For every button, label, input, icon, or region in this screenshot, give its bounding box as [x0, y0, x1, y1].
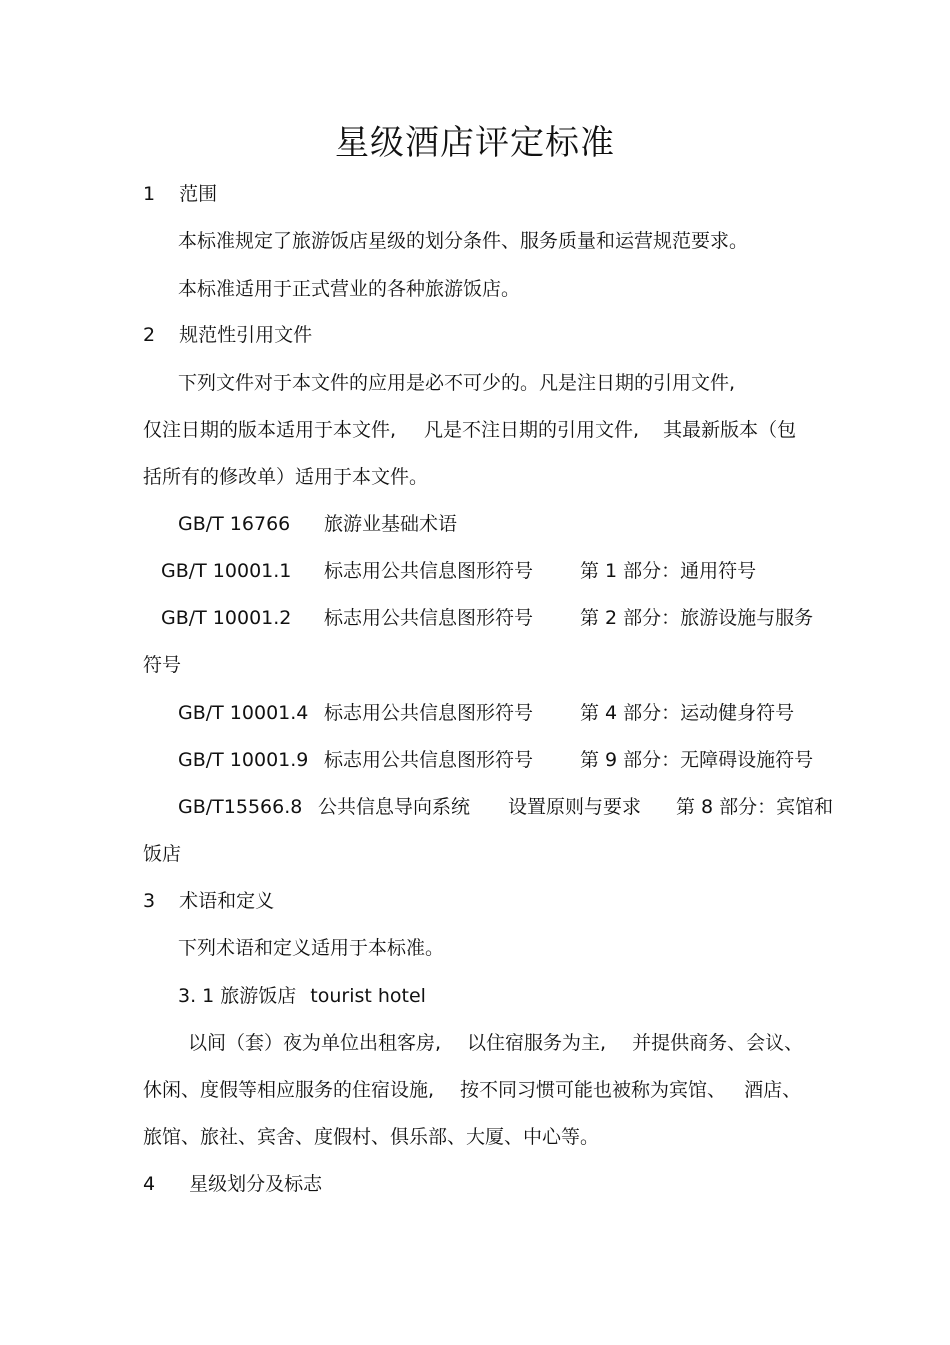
reference-continuation: 符号 [143, 654, 182, 676]
definition-line: 休闲、度假等相应服务的住宿设施, 按不同习惯可能也被称为宾馆、 酒店、 [143, 1079, 802, 1101]
reference-title: 旅游业基础术语 [324, 513, 458, 535]
paragraph-line: 仅注日期的版本适用于本文件, 凡是不注日期的引用文件, 其最新版本（包 [143, 419, 797, 441]
reference-item [161, 605, 814, 631]
reference-part: 第 2 部分：旅游设施与服务 [580, 607, 814, 629]
term-entry [178, 983, 426, 1009]
section-4-heading [143, 1171, 322, 1197]
section-number: 2 [143, 324, 156, 346]
reference-code: GB/T 16766 [178, 513, 291, 535]
paragraph: 本标准规定了旅游饭店星级的划分条件、服务质量和运营规范要求。 [178, 230, 749, 252]
reference-title: 标志用公共信息图形符号 [324, 560, 534, 582]
reference-code: GB/T 10001.4 [178, 702, 309, 724]
paragraph: 下列术语和定义适用于本标准。 [178, 937, 445, 959]
reference-code: GB/T 10001.2 [161, 607, 292, 629]
reference-title: 标志用公共信息图形符号 [324, 702, 534, 724]
document-title: 星级酒店评定标准 [335, 123, 615, 163]
term-chinese: 旅游饭店 [220, 985, 297, 1007]
term-english: tourist hotel [310, 985, 426, 1007]
reference-item [178, 700, 795, 726]
reference-part: 第 8 部分：宾馆和 [676, 796, 834, 818]
paragraph-line: 下列文件对于本文件的应用是必不可少的。凡是注日期的引用文件, [178, 372, 736, 394]
reference-item [161, 558, 757, 584]
reference-title: 标志用公共信息图形符号 [324, 749, 534, 771]
term-number: 3. 1 [178, 985, 215, 1007]
section-title: 术语和定义 [179, 890, 275, 912]
reference-code: GB/T 10001.9 [178, 749, 309, 771]
section-title: 规范性引用文件 [179, 324, 313, 346]
reference-item [178, 511, 458, 537]
reference-title: 标志用公共信息图形符号 [324, 607, 534, 629]
reference-code: GB/T 10001.1 [161, 560, 292, 582]
section-number: 3 [143, 890, 156, 912]
section-number: 1 [143, 183, 156, 205]
section-title: 星级划分及标志 [189, 1173, 323, 1195]
reference-part: 第 1 部分：通用符号 [580, 560, 757, 582]
section-1-heading [143, 181, 217, 207]
reference-part: 第 9 部分：无障碍设施符号 [580, 749, 814, 771]
reference-title-2: 设置原则与要求 [508, 796, 642, 818]
reference-item [178, 794, 834, 820]
section-number: 4 [143, 1173, 156, 1195]
definition-line: 以间（套）夜为单位出租客房, 以住宿服务为主, 并提供商务、会议、 [188, 1032, 804, 1054]
reference-code: GB/T15566.8 [178, 796, 303, 818]
paragraph: 本标准适用于正式营业的各种旅游饭店。 [178, 278, 521, 300]
reference-continuation: 饭店 [143, 843, 182, 865]
section-3-heading [143, 888, 274, 914]
reference-part: 第 4 部分：运动健身符号 [580, 702, 795, 724]
section-2-heading [143, 322, 312, 348]
reference-title: 公共信息导向系统 [318, 796, 471, 818]
definition-line: 旅馆、旅社、宾舍、度假村、俱乐部、大厦、中心等。 [143, 1126, 600, 1148]
section-title: 范围 [179, 183, 218, 205]
paragraph-line: 括所有的修改单）适用于本文件。 [143, 466, 429, 488]
reference-item [178, 747, 814, 773]
